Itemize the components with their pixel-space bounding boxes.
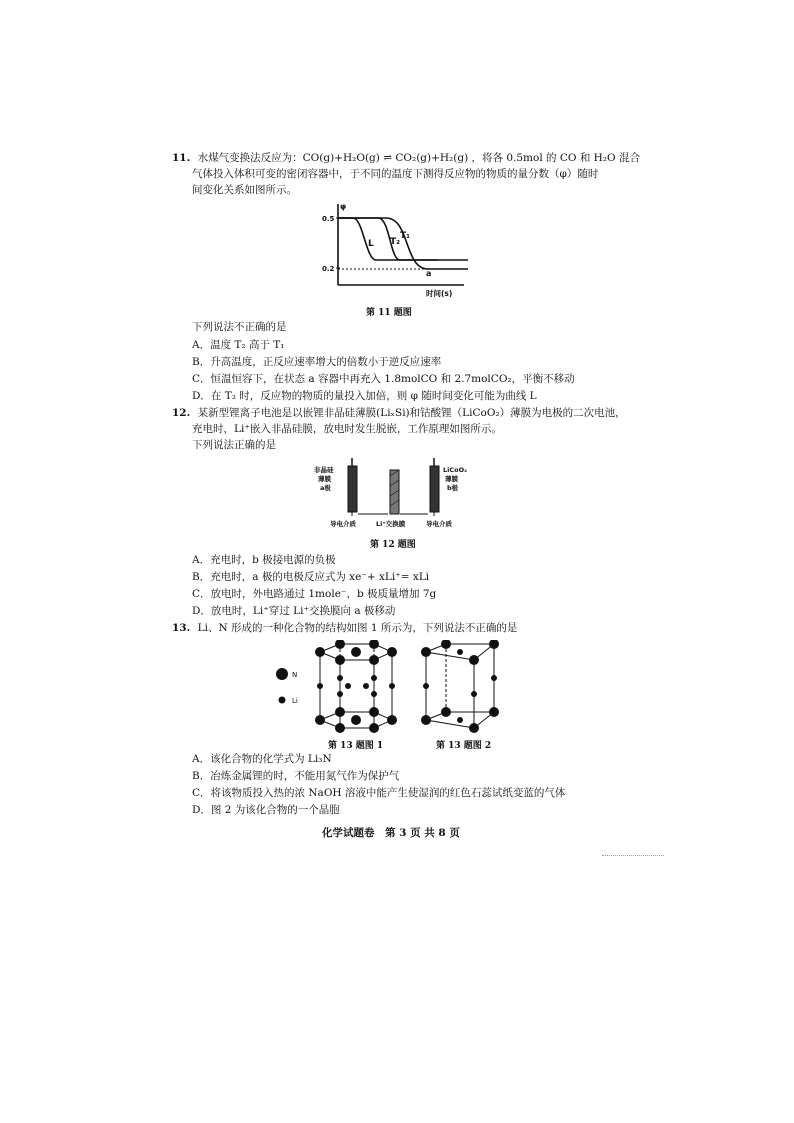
q11-graph xyxy=(318,198,468,303)
q13-figure-1 xyxy=(312,640,402,734)
page-footer: 化学试题卷 第 3 页 共 8 页 xyxy=(322,827,460,839)
q13-number: 13. xyxy=(172,622,191,634)
q12-option-a: A．充电时，b 极接电源的负极 xyxy=(192,554,336,566)
q11-point-a: a xyxy=(426,269,432,278)
q12-right-label-2: 薄膜 xyxy=(445,475,458,483)
q13-line-1 xyxy=(172,621,517,635)
q12-option-c: C．放电时，外电路通过 1mole⁻，b 极质量增加 7g xyxy=(192,588,437,600)
q11-curve-T1 xyxy=(338,218,468,269)
q11-stem-3: 间变化关系如图所示。 xyxy=(192,184,297,196)
q12-bottom-left-label: 导电介质 xyxy=(330,520,356,528)
q12-left-label-1: 非晶硅 xyxy=(314,466,334,474)
q12-electrode-a xyxy=(348,466,357,512)
q13-caption-1: 第 13 题图 1 xyxy=(328,741,384,751)
q12-diagram xyxy=(310,456,480,531)
q12-left-label-2: 薄膜 xyxy=(318,475,331,483)
q13-option-d: D．图 2 为该化合物的一个晶胞 xyxy=(192,804,340,816)
q11-label-T2: T₂ xyxy=(390,237,401,247)
q11-x-axis-label: 时间(s) xyxy=(426,289,453,298)
q11-option-a: A．温度 T₂ 高于 T₁ xyxy=(192,339,285,351)
q11-line-1 xyxy=(172,151,640,165)
q12-left-label-3: a极 xyxy=(320,484,331,492)
q12-stem-1: 某新型锂离子电池是以嵌锂非晶硅薄膜(LiₓSi)和钴酸锂（LiCoO₂）薄膜为电极的二次电池， xyxy=(197,407,626,419)
q13-figure-2 xyxy=(420,640,502,734)
q11-label-T1: T₁ xyxy=(400,231,411,241)
q12-stem-2: 充电时，Li⁺嵌入非晶硅膜，放电时发生脱嵌，工作原理如图所示。 xyxy=(192,423,502,435)
q13-legend xyxy=(274,662,314,712)
q13-option-b: B．冶炼金属锂的时，不能用氮气作为保护气 xyxy=(192,770,400,782)
q12-line-1 xyxy=(172,406,626,420)
q12-prompt: 下列说法正确的是 xyxy=(192,439,276,451)
q11-y-axis-label: φ xyxy=(340,202,347,211)
q11-tick-top: 0.5 xyxy=(322,215,335,223)
q13-option-a: A．该化合物的化学式为 Li₃N xyxy=(192,753,332,765)
q12-electrode-b xyxy=(430,466,439,512)
q13-stem: Li、N 形成的一种化合物的结构如图 1 所示为，下列说法不正确的是 xyxy=(197,622,518,634)
q11-number: 11. xyxy=(172,152,191,164)
n-atom-legend-icon xyxy=(276,668,288,680)
scan-artifact-line xyxy=(602,855,664,856)
q13-legend-Li: Li xyxy=(292,697,298,705)
q11-option-d: D．在 T₂ 时，反应物的物质的量投入加倍，则 φ 随时间变化可能为曲线 L xyxy=(192,390,537,402)
q12-bottom-right-label: 导电介质 xyxy=(426,520,452,528)
q12-number: 12. xyxy=(172,407,191,419)
q11-label-L: L xyxy=(368,239,374,249)
q11-option-b: B．升高温度，正反应速率增大的倍数小于逆反应速率 xyxy=(192,356,442,368)
q12-caption: 第 12 题图 xyxy=(370,540,416,550)
q13-option-c: C．将该物质投入热的浓 NaOH 溶液中能产生使湿润的红色石蕊试纸变蓝的气体 xyxy=(192,787,566,799)
q12-option-b: B．充电时，a 极的电极反应式为 xe⁻+ xLi⁺= xLi xyxy=(192,571,430,583)
q11-prompt: 下列说法不正确的是 xyxy=(192,321,287,333)
q11-option-c: C．恒温恒容下，在状态 a 容器中再充入 1.8molCO 和 2.7molCO₂，平衡不移动 xyxy=(192,373,575,385)
q12-option-d: D．放电时，Li⁺穿过 Li⁺交换膜向 a 极移动 xyxy=(192,605,396,617)
q12-right-label-3: b极 xyxy=(447,484,459,492)
q11-stem-1: 水煤气变换法反应为：CO(g)+H₂O(g) ⇌ CO₂(g)+H₂(g) ，将各 0.5mol 的 CO 和 H₂O 混合 xyxy=(197,152,640,164)
q12-right-label-1: LiCoO₂ xyxy=(443,466,467,474)
li-atom-legend-icon xyxy=(279,697,286,704)
q11-stem-2: 气体投入体积可变的密闭容器中，于不同的温度下测得反应物的物质的量分数（φ）随时 xyxy=(192,168,599,180)
q11-curve-T2 xyxy=(338,218,438,260)
q12-membrane xyxy=(390,470,399,514)
q11-tick-bottom: 0.2 xyxy=(322,265,335,273)
q11-caption: 第 11 题图 xyxy=(366,308,412,318)
q12-bottom-mid-label: Li⁺交换膜 xyxy=(376,520,406,528)
q13-legend-N: N xyxy=(292,671,298,679)
q13-caption-2: 第 13 题图 2 xyxy=(436,741,492,751)
